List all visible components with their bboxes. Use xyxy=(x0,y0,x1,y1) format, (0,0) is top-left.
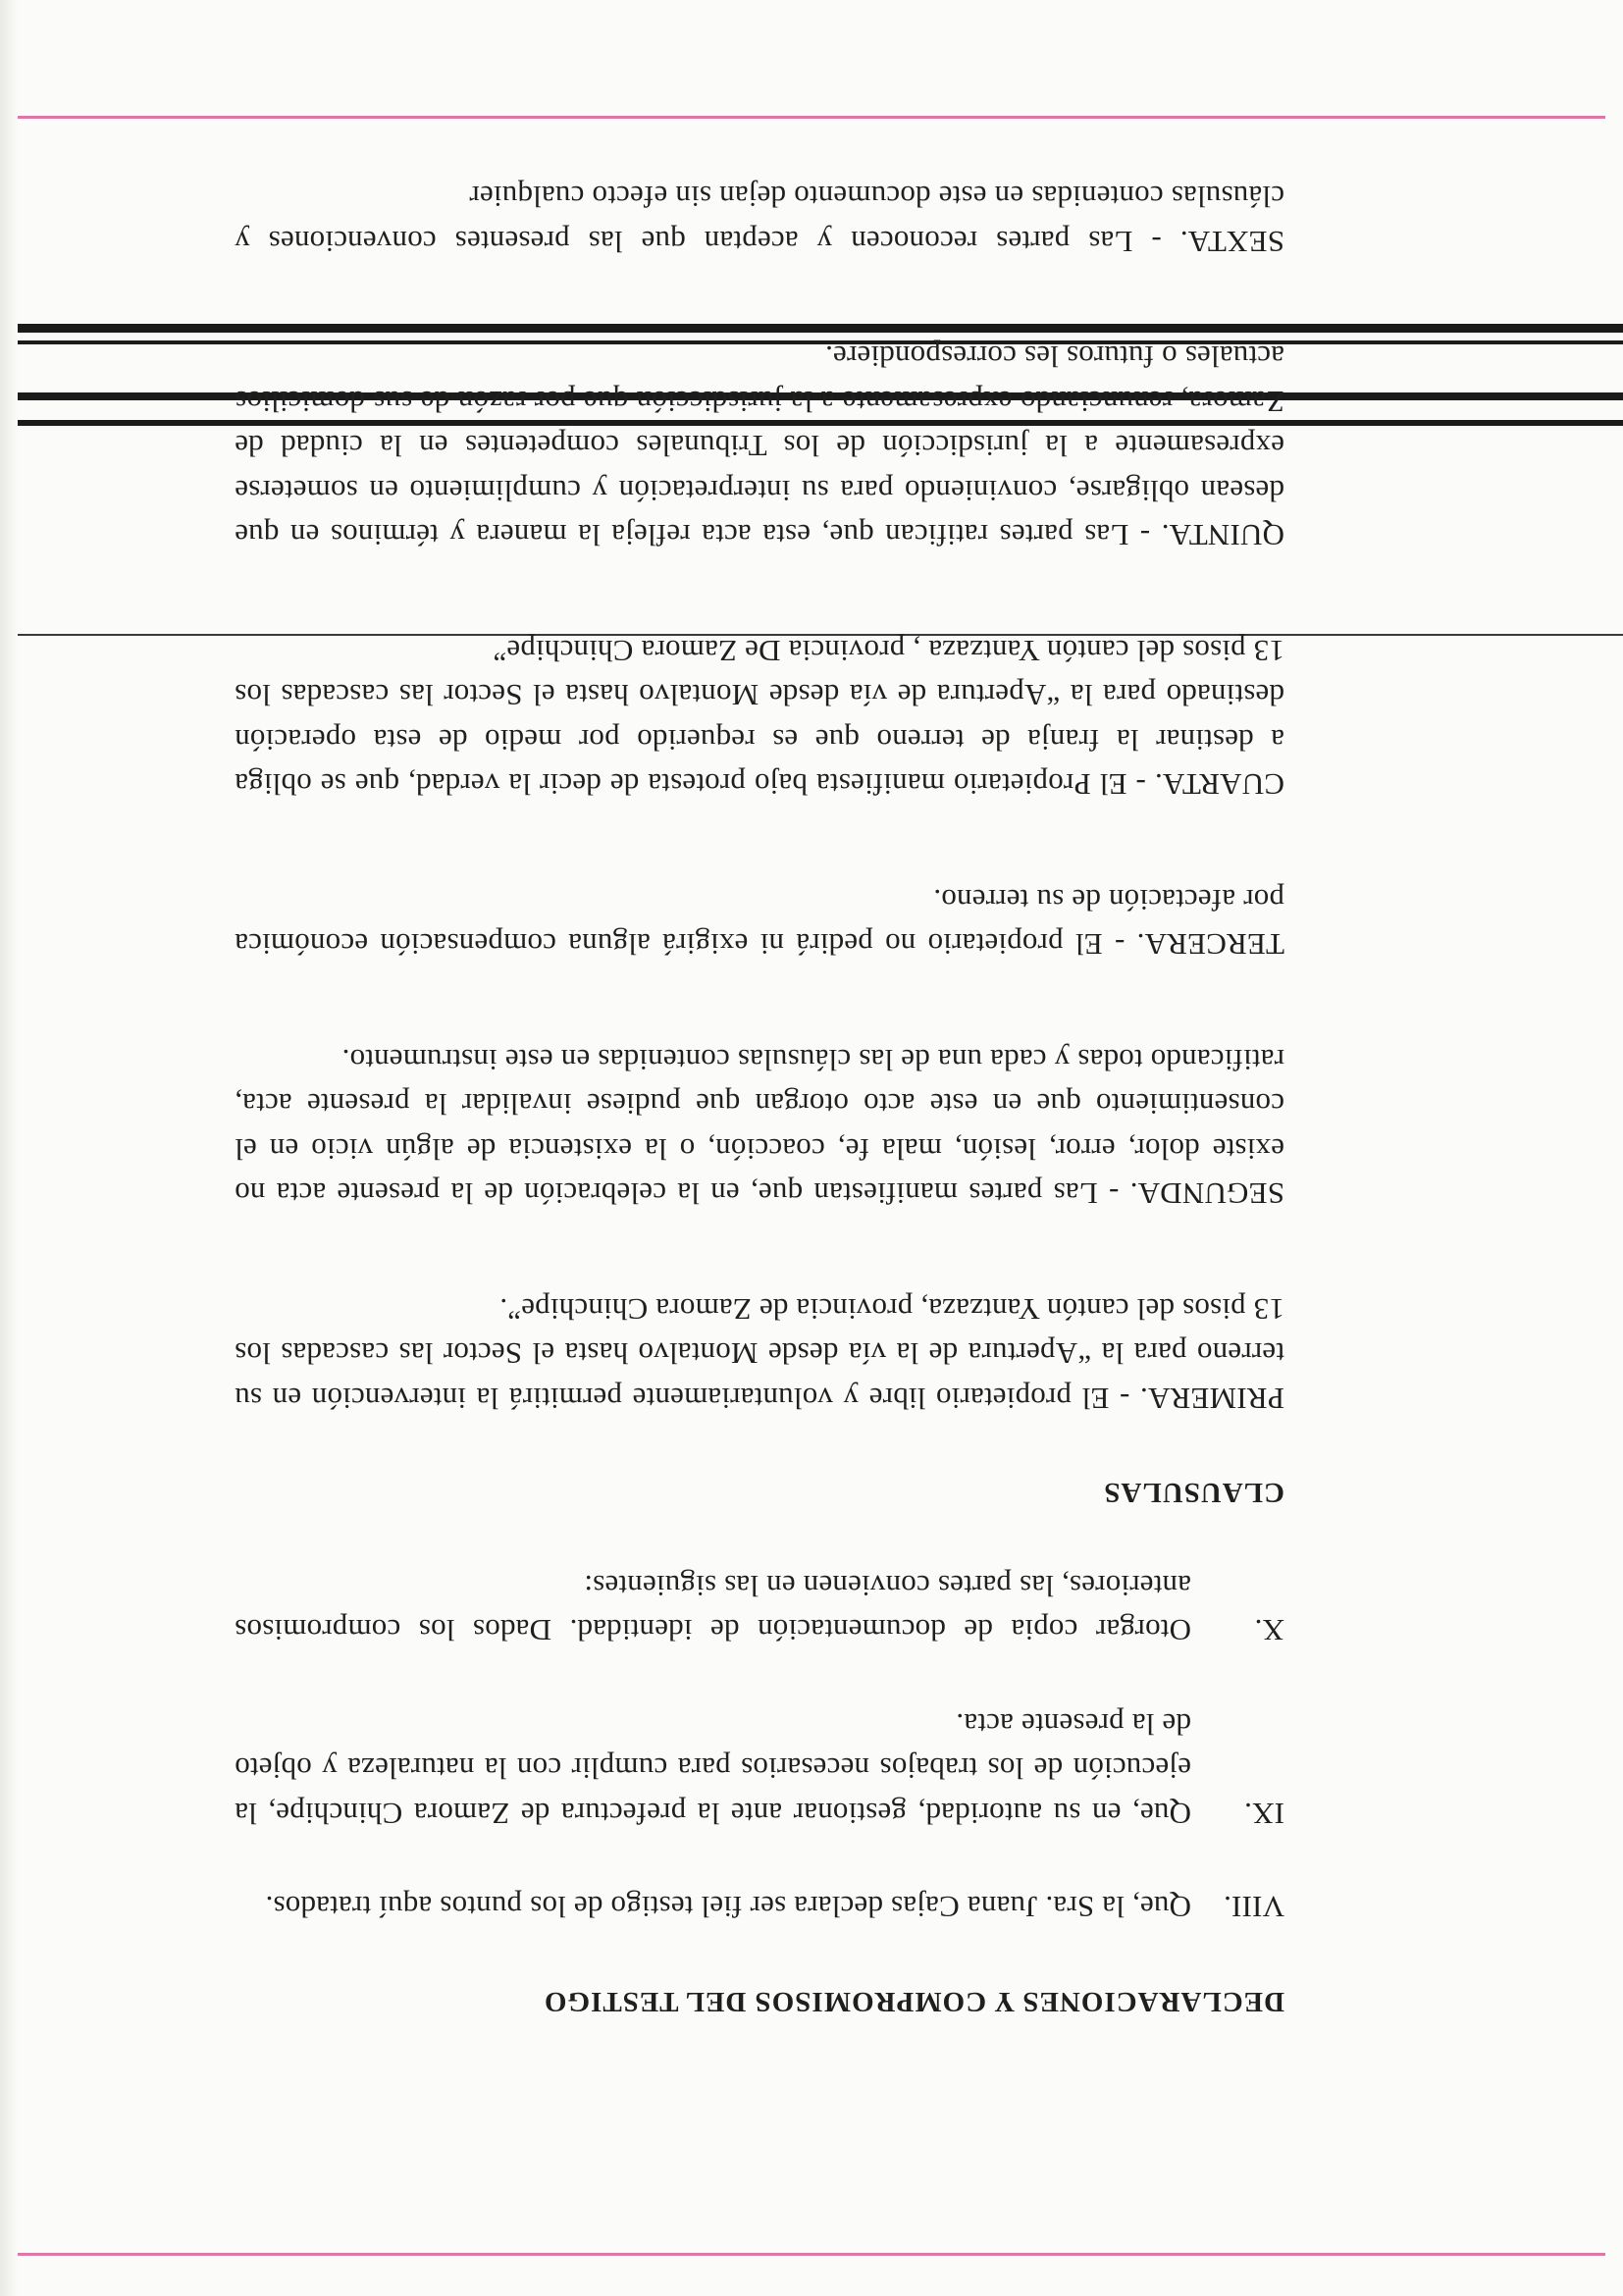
clausula-tercera: TERCERA. - El propietario no pedirá ni exigirá alguna compensación económica por afectación de su terreno. xyxy=(235,883,1284,963)
document-content xyxy=(235,175,1284,2023)
item-text: Otorgar copia de documentación de identidad. Dados los compromisos anteriores, las partes convienen en las siguientes: xyxy=(235,1569,1191,1648)
item-number: IX. xyxy=(1243,1797,1284,1831)
heading-declaraciones: DECLARACIONES Y COMPROMISOS DEL TESTIGO xyxy=(543,1986,1284,2017)
item-text: Que, la Sra. Juana Cajas declara ser fiel testigo de los puntos aquí tratados. xyxy=(265,1890,1191,1925)
clausula-segunda: SEGUNDA. - Las partes manifiestan que, en la celebración de la presente acta no existe dolor, error, lesión, mala fe, coacción, o la existencia de algún vicio en el consentimiento que en este acto otorgan que pudiese invalidar la presente acta, ratificando todas y cada una de las cláusulas contenidas en este instrumento. xyxy=(235,1043,1284,1212)
clausula-sexta: SEXTA. - Las partes reconocen y aceptan que las presentes convenciones y cláusulas contenidas en este documento dejan sin efecto cualquier xyxy=(235,180,1284,259)
item-number: X. xyxy=(1254,1613,1284,1648)
clausula-primera: PRIMERA. - El propietario libre y voluntariamente permitirá la intervención en su terreno para la “Apertura de la vía desde Montalvo hasta el Sector las cascadas los 13 pisos del cantón Yantzaza, provincia de Zamora Chinchipe”. xyxy=(235,1292,1284,1416)
list-item xyxy=(235,1564,1284,1653)
list-item xyxy=(235,1702,1284,1837)
item-number: VIII. xyxy=(1223,1890,1284,1925)
heading-clausulas: CLAUSULAS xyxy=(1103,1477,1284,1509)
clausula-cuarta: CUARTA. - El Propietario manifiesta bajo protesta de decir la verdad, que se obliga a destinar la franja de terreno que es requerido por medio de esta operación destinado para la “Apertura de vía desde Montalvo hasta el Sector las cascadas los 13 pisos del cantón Yantzaza , provincia De Zamora Chinchipe” xyxy=(235,634,1284,803)
clausula-quinta: QUINTA. - Las partes ratifican que, esta acta refleja la manera y términos en que desean obligarse, conviniendo para su interpretación y cumplimiento en someterse expresamente a la jurisdicción de los Tribunales competentes en la ciudad de Zamora, renunciando expresamente a la jurisdicción que por razón de sus domicilios actuales o futuros les correspondiere. xyxy=(235,339,1284,553)
list-item xyxy=(235,1885,1284,1930)
item-text: Que, en su autoridad, gestionar ante la prefectura de Zamora Chinchipe, la ejecución de los trabajos necesarios para cumplir con la naturaleza y objeto de la presente acta. xyxy=(235,1707,1191,1831)
